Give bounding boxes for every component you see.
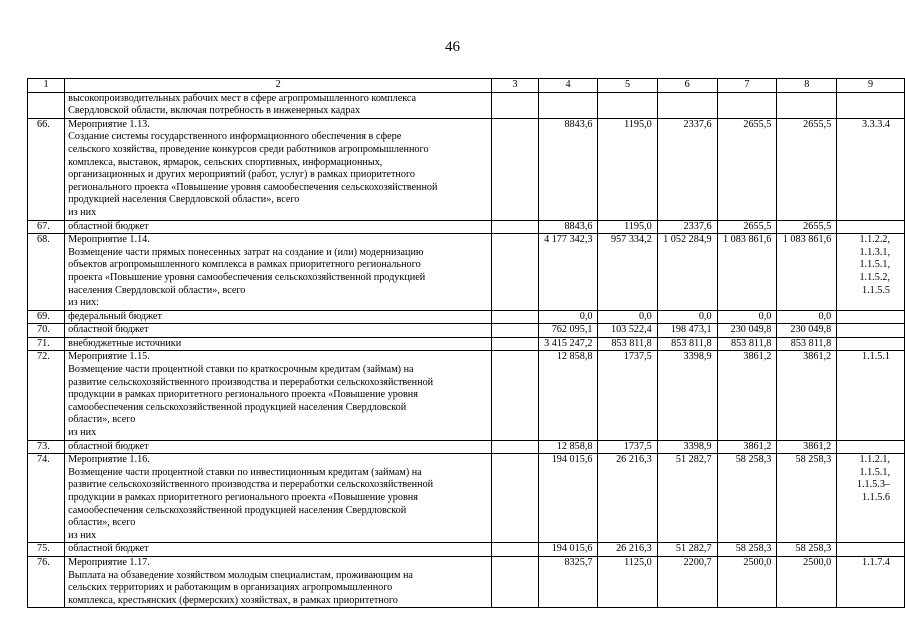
value-cell-c4: 762 095,1 bbox=[538, 324, 598, 338]
value-cell-c6: 853 811,8 bbox=[657, 337, 717, 351]
description-line: областной бюджет bbox=[68, 440, 149, 452]
description-line: Мероприятие 1.15. bbox=[68, 351, 150, 363]
table-row bbox=[28, 92, 905, 118]
value-cell-c5: 26 216,3 bbox=[598, 454, 657, 543]
value-cell-c5: 1737,5 bbox=[598, 351, 657, 440]
table-row bbox=[28, 220, 905, 234]
value-cell-c7: 2655,5 bbox=[717, 220, 777, 234]
value-cell-c6: 2337,6 bbox=[657, 118, 717, 220]
row-number-cell: 69. bbox=[28, 310, 65, 324]
value-cell-c6: 51 282,7 bbox=[657, 454, 717, 543]
row-number-cell: 71. bbox=[28, 337, 65, 351]
header-cell: 2 bbox=[65, 79, 492, 93]
value-cell-c5: 1125,0 bbox=[598, 556, 657, 607]
table-header-row bbox=[28, 79, 905, 93]
description-line: населения Свердловской области», всего bbox=[68, 284, 246, 296]
value-cell-c6: 0,0 bbox=[657, 310, 717, 324]
table-row bbox=[28, 351, 905, 440]
value-cell-c4: 8325,7 bbox=[538, 556, 598, 607]
description-line: продукции в рамках приоритетного регионального проекта «Повышение уровня bbox=[68, 389, 418, 401]
value-cell-c8 bbox=[777, 92, 837, 118]
description-line: Мероприятие 1.14. bbox=[68, 234, 150, 246]
description-cell bbox=[65, 543, 492, 557]
value-cell-c6: 2200,7 bbox=[657, 556, 717, 607]
description-line: регионального проекта «Повышение уровня самообеспечения сельскохозяйственной bbox=[68, 181, 438, 193]
header-cell: 8 bbox=[777, 79, 837, 93]
description-line: организационных и других мероприятий (работ, услуг) в рамках приоритетного bbox=[68, 169, 415, 181]
column-3-cell bbox=[492, 556, 538, 607]
value-cell-c5: 0,0 bbox=[598, 310, 657, 324]
value-cell-c4: 194 015,6 bbox=[538, 543, 598, 557]
target-code-cell bbox=[837, 454, 905, 543]
column-3-cell bbox=[492, 543, 538, 557]
row-number-cell: 76. bbox=[28, 556, 65, 607]
description-line: комплекса, крестьянских (фермерских) хозяйствах, в рамках приоритетного bbox=[68, 594, 398, 606]
value-cell-c7: 58 258,3 bbox=[717, 543, 777, 557]
value-cell-c5: 26 216,3 bbox=[598, 543, 657, 557]
description-cell bbox=[65, 220, 492, 234]
target-code-cell bbox=[837, 543, 905, 557]
value-cell-c8: 3861,2 bbox=[777, 351, 837, 440]
value-cell-c5: 853 811,8 bbox=[598, 337, 657, 351]
column-3-cell bbox=[492, 440, 538, 454]
description-cell bbox=[65, 310, 492, 324]
description-line: Мероприятие 1.16. bbox=[68, 454, 150, 466]
target-code-cell bbox=[837, 92, 905, 118]
value-cell-c7 bbox=[717, 92, 777, 118]
value-cell-c8: 58 258,3 bbox=[777, 543, 837, 557]
row-number-cell: 74. bbox=[28, 454, 65, 543]
target-code-cell bbox=[837, 440, 905, 454]
header-cell: 9 bbox=[837, 79, 905, 93]
value-cell-c6 bbox=[657, 92, 717, 118]
column-3-cell bbox=[492, 310, 538, 324]
target-code: 1.1.5.3– bbox=[856, 479, 890, 491]
value-cell-c8: 230 049,8 bbox=[777, 324, 837, 338]
value-cell-c6: 3398,9 bbox=[657, 440, 717, 454]
column-3-cell bbox=[492, 454, 538, 543]
value-cell-c4: 12 858,8 bbox=[538, 351, 598, 440]
value-cell-c4 bbox=[538, 92, 598, 118]
description-line: высокопроизводительных рабочих мест в сфере агропромышленного комплекса bbox=[68, 92, 417, 104]
target-code: 1.1.7.4 bbox=[861, 556, 890, 568]
description-line: Возмещение части прямых понесенных затрат на создание и (или) модернизацию bbox=[68, 246, 424, 258]
target-code-cell bbox=[837, 220, 905, 234]
row-number-cell: 66. bbox=[28, 118, 65, 220]
value-cell-c8: 0,0 bbox=[777, 310, 837, 324]
row-number-cell: 70. bbox=[28, 324, 65, 338]
target-code: 1.1.5.1 bbox=[861, 351, 890, 363]
value-cell-c8: 58 258,3 bbox=[777, 454, 837, 543]
description-line: Выплата на обзаведение хозяйством молодым специалистам, проживающим на bbox=[68, 569, 413, 581]
value-cell-c8: 853 811,8 bbox=[777, 337, 837, 351]
description-line: Мероприятие 1.13. bbox=[68, 118, 150, 130]
value-cell-c7: 3861,2 bbox=[717, 440, 777, 454]
row-number-cell: 72. bbox=[28, 351, 65, 440]
value-cell-c6: 2337,6 bbox=[657, 220, 717, 234]
value-cell-c7: 230 049,8 bbox=[717, 324, 777, 338]
description-line: объектов агропромышленного комплекса в рамках приоритетного регионального bbox=[68, 259, 421, 271]
description-line: развитие сельскохозяйственного производства и переработки сельскохозяйственной bbox=[68, 479, 434, 491]
value-cell-c6: 3398,9 bbox=[657, 351, 717, 440]
table-row bbox=[28, 543, 905, 557]
value-cell-c4: 0,0 bbox=[538, 310, 598, 324]
value-cell-c7: 3861,2 bbox=[717, 351, 777, 440]
description-line: Возмещение части процентной ставки по краткосрочным кредитам (займам) на bbox=[68, 364, 414, 376]
description-line: области», всего bbox=[68, 414, 136, 426]
description-cell bbox=[65, 556, 492, 607]
value-cell-c4: 3 415 247,2 bbox=[538, 337, 598, 351]
value-cell-c7: 2655,5 bbox=[717, 118, 777, 220]
description-cell bbox=[65, 92, 492, 118]
target-code-cell bbox=[837, 556, 905, 607]
column-3-cell bbox=[492, 220, 538, 234]
description-line: внебюджетные источники bbox=[68, 337, 182, 349]
description-line: продукции в рамках приоритетного регионального проекта «Повышение уровня bbox=[68, 492, 418, 503]
target-code: 3.3.3.4 bbox=[861, 118, 890, 130]
target-code: 1.1.5.1, bbox=[859, 259, 890, 271]
value-cell-c6: 1 052 284,9 bbox=[657, 234, 717, 311]
target-code: 1.1.5.6 bbox=[861, 492, 890, 503]
target-code-cell bbox=[837, 310, 905, 324]
table-row bbox=[28, 118, 905, 220]
value-cell-c5: 1195,0 bbox=[598, 220, 657, 234]
target-code: 1.1.5.2, bbox=[859, 271, 890, 283]
table-row bbox=[28, 556, 905, 607]
header-cell: 6 bbox=[657, 79, 717, 93]
row-number-cell bbox=[28, 92, 65, 118]
column-3-cell bbox=[492, 234, 538, 311]
table-row bbox=[28, 337, 905, 351]
header-cell: 5 bbox=[598, 79, 657, 93]
value-cell-c8: 2500,0 bbox=[777, 556, 837, 607]
target-code-cell bbox=[837, 351, 905, 440]
value-cell-c8: 2655,5 bbox=[777, 220, 837, 234]
value-cell-c7: 1 083 861,6 bbox=[717, 234, 777, 311]
description-line: продукцией населения Свердловской области», всего bbox=[68, 194, 300, 206]
value-cell-c4: 4 177 342,3 bbox=[538, 234, 598, 311]
page-number: 46 bbox=[445, 39, 460, 55]
row-number-cell: 73. bbox=[28, 440, 65, 454]
column-3-cell bbox=[492, 351, 538, 440]
description-line: областной бюджет bbox=[68, 543, 149, 555]
column-3-cell bbox=[492, 324, 538, 338]
table-row bbox=[28, 440, 905, 454]
header-cell: 3 bbox=[492, 79, 538, 93]
value-cell-c6: 198 473,1 bbox=[657, 324, 717, 338]
target-code: 1.1.5.5 bbox=[861, 284, 890, 296]
table-row bbox=[28, 234, 905, 311]
value-cell-c5: 1195,0 bbox=[598, 118, 657, 220]
header-cell: 7 bbox=[717, 79, 777, 93]
target-code-cell bbox=[837, 118, 905, 220]
target-code: 1.1.2.1, bbox=[859, 454, 890, 466]
target-code-cell bbox=[837, 337, 905, 351]
row-number-cell: 75. bbox=[28, 543, 65, 557]
description-line: Свердловской области, включая потребность в инженерных кадрах bbox=[68, 105, 361, 117]
value-cell-c7: 0,0 bbox=[717, 310, 777, 324]
value-cell-c4: 12 858,8 bbox=[538, 440, 598, 454]
value-cell-c4: 8843,6 bbox=[538, 220, 598, 234]
description-cell bbox=[65, 440, 492, 454]
description-line: проекта «Повышение уровня самообеспечения сельскохозяйственной продукцией bbox=[68, 271, 426, 283]
description-line: сельских территориях и работающим в организациях агропромышленного bbox=[68, 582, 393, 594]
description-cell bbox=[65, 118, 492, 220]
value-cell-c8: 2655,5 bbox=[777, 118, 837, 220]
target-code-cell bbox=[837, 324, 905, 338]
description-line: федеральный бюджет bbox=[68, 310, 162, 322]
table-row bbox=[28, 310, 905, 324]
description-cell bbox=[65, 351, 492, 440]
value-cell-c7: 853 811,8 bbox=[717, 337, 777, 351]
target-code-cell bbox=[837, 234, 905, 311]
description-line: самообеспечения сельскохозяйственной продукцией населения Свердловской bbox=[68, 504, 407, 516]
value-cell-c7: 58 258,3 bbox=[717, 454, 777, 543]
description-line: самообеспечения сельскохозяйственной продукцией населения Свердловской bbox=[68, 401, 407, 413]
value-cell-c5: 957 334,2 bbox=[598, 234, 657, 311]
target-code: 1.1.2.2, bbox=[859, 234, 890, 246]
value-cell-c8: 3861,2 bbox=[777, 440, 837, 454]
row-number-cell: 67. bbox=[28, 220, 65, 234]
description-line: Возмещение части процентной ставки по инвестиционным кредитам (займам) на bbox=[68, 466, 422, 478]
description-line: комплекса, выставок, ярмарок, сельских спортивных, информационных, bbox=[68, 156, 383, 168]
description-cell bbox=[65, 454, 492, 543]
description-line: Создание системы государственного информационного обеспечения в сфере bbox=[68, 131, 402, 143]
header-cell: 4 bbox=[538, 79, 598, 93]
description-line: из них bbox=[68, 427, 97, 439]
value-cell-c8: 1 083 861,6 bbox=[777, 234, 837, 311]
column-3-cell bbox=[492, 92, 538, 118]
row-number-cell: 68. bbox=[28, 234, 65, 311]
column-3-cell bbox=[492, 118, 538, 220]
column-3-cell bbox=[492, 337, 538, 351]
description-line: области», всего bbox=[68, 517, 136, 529]
description-line: областной бюджет bbox=[68, 220, 149, 232]
description-cell bbox=[65, 234, 492, 311]
description-cell bbox=[65, 337, 492, 351]
description-line: из них: bbox=[68, 297, 99, 309]
description-line: развитие сельскохозяйственного производства и переработки сельскохозяйственной bbox=[68, 376, 434, 388]
table-row bbox=[28, 454, 905, 543]
target-code: 1.1.3.1, bbox=[859, 246, 890, 258]
value-cell-c5 bbox=[598, 92, 657, 118]
target-code: 1.1.5.1, bbox=[859, 466, 890, 478]
value-cell-c4: 194 015,6 bbox=[538, 454, 598, 543]
budget-table bbox=[27, 78, 905, 608]
description-line: областной бюджет bbox=[68, 324, 149, 336]
header-cell: 1 bbox=[28, 79, 65, 93]
description-line: сельского хозяйства, проведение конкурсов среди работников агропромышленного bbox=[68, 143, 429, 155]
value-cell-c4: 8843,6 bbox=[538, 118, 598, 220]
table-row bbox=[28, 324, 905, 338]
description-cell bbox=[65, 324, 492, 338]
description-line: из них bbox=[68, 529, 97, 541]
value-cell-c7: 2500,0 bbox=[717, 556, 777, 607]
value-cell-c5: 103 522,4 bbox=[598, 324, 657, 338]
description-line: Мероприятие 1.17. bbox=[68, 556, 150, 568]
value-cell-c6: 51 282,7 bbox=[657, 543, 717, 557]
description-line: из них bbox=[68, 206, 97, 218]
value-cell-c5: 1737,5 bbox=[598, 440, 657, 454]
